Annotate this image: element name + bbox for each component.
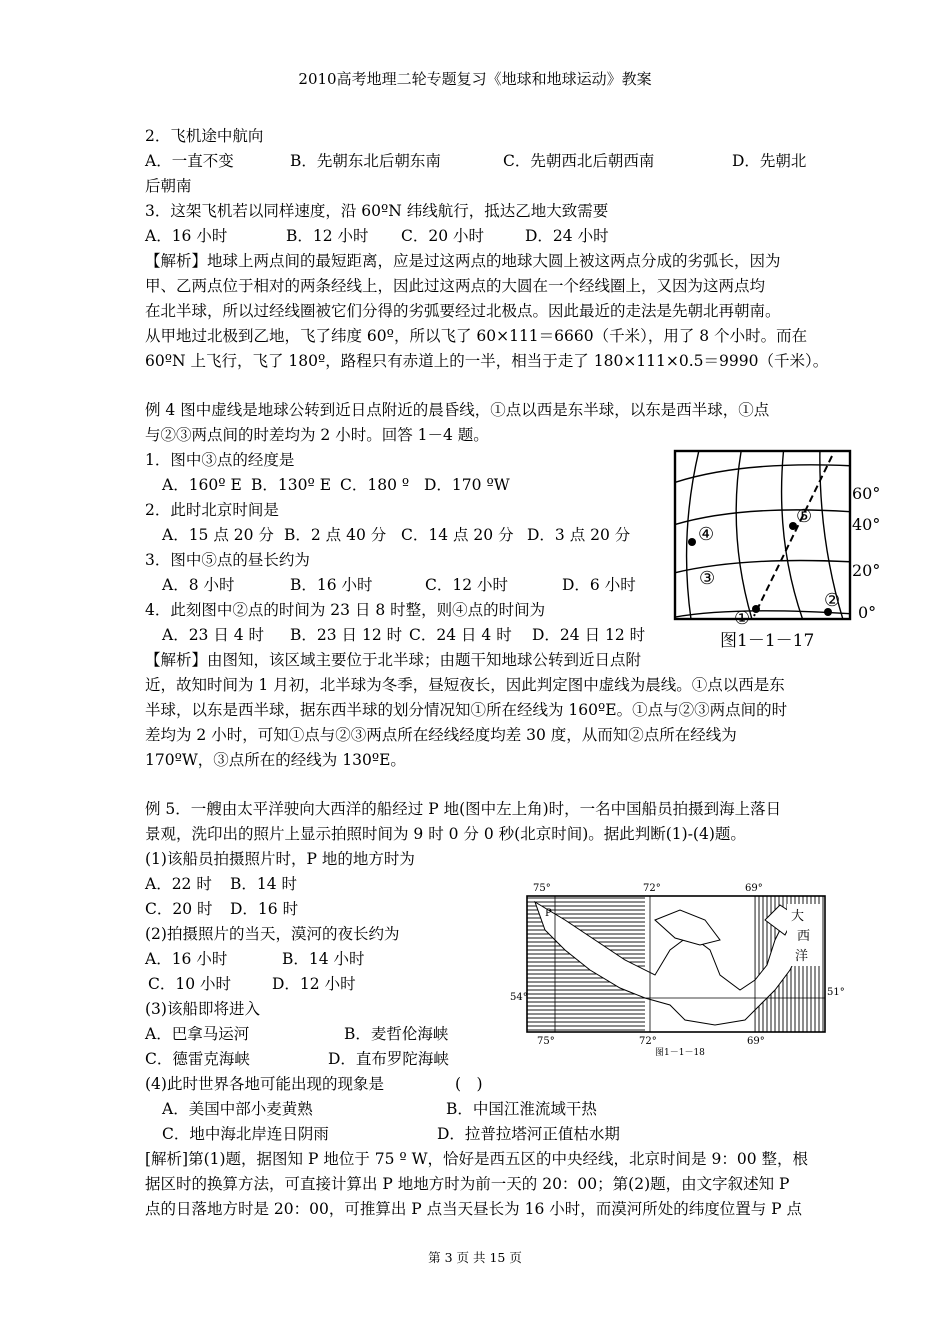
question-4-stem: 4．此刻图中②点的时间为 23 日 8 时整，则④点的时间为 [145, 601, 546, 619]
lat-label-60: 60° [852, 484, 881, 503]
point-3-label: ③ [699, 568, 716, 589]
figure-caption: 图1－1－17 [720, 631, 815, 651]
option-d: D．6 小时 [562, 576, 636, 594]
option-d: D．拉普拉塔河正值枯水期 [437, 1125, 620, 1143]
option-c: C．地中海北岸连日阴雨 [162, 1125, 329, 1143]
example-5-stem: 例 5．一艘由太平洋驶向大西洋的船经过 P 地(图中左上角)时，一名中国船员拍摄到海上落日 [145, 800, 782, 818]
figure-caption: 图1－1－18 [655, 1048, 705, 1058]
option-b: B．中国江淮流域干热 [446, 1100, 597, 1118]
option-b: B．14 时 [230, 875, 298, 893]
point-4-label: ④ [698, 524, 715, 545]
analysis-line: 从甲地过北极到乙地，飞了纬度 60º，所以飞了 60×111＝6660（千米），用了 8 个小时。而在 [145, 327, 808, 345]
lon-top-75: 75° [533, 883, 551, 894]
analysis-line: 点的日落地方时是 20：00，可推算出 P 点当天昼长为 16 小时，而漠河所处的纬度位置与 P 点 [145, 1200, 803, 1218]
option-d: D．12 小时 [272, 975, 356, 993]
option-a: A．巴拿马运河 [145, 1025, 250, 1043]
lon-top-72: 72° [643, 883, 661, 894]
figure-strait-map [505, 880, 850, 1058]
option-b: B．麦哲伦海峡 [344, 1025, 449, 1043]
lat-left-54: 54° [510, 992, 528, 1003]
option-c: C．德雷克海峡 [145, 1050, 250, 1068]
option-b: B．23 日 12 时 [290, 626, 403, 644]
option-a: A．22 时 [145, 875, 212, 893]
option-d: D．直布罗陀海峡 [328, 1050, 449, 1068]
point-1-label: ① [734, 608, 751, 629]
option-c: C．20 时 [145, 900, 213, 918]
lat-label-20: 20° [852, 561, 881, 580]
option-a: A．8 小时 [162, 576, 235, 594]
option-d: D．先朝北 [732, 152, 807, 170]
option-c: C．14 点 20 分 [401, 526, 514, 544]
option-c: C．20 小时 [401, 227, 485, 245]
option-a: A．16 小时 [145, 227, 228, 245]
analysis-line: 差均为 2 小时，可知①点与②③两点所在经线经度均差 30 度，从而知②点所在经线为 [145, 726, 737, 744]
figure-globe-grid [670, 446, 900, 656]
option-b: B．130º E [251, 476, 332, 494]
option-a: A．23 日 4 时 [162, 626, 265, 644]
point-5-label: ⑤ [796, 506, 813, 527]
page-footer: 第 3 页 共 15 页 [428, 1250, 522, 1265]
option-c: C．180 º [340, 476, 410, 494]
question-1-stem: 1．图中③点的经度是 [145, 451, 295, 469]
ocean-label: 大 [791, 909, 805, 924]
option-a: A．美国中部小麦黄熟 [162, 1100, 313, 1118]
option-d: D．24 日 12 时 [532, 626, 646, 644]
option-c: C．24 日 4 时 [409, 626, 512, 644]
question-3-stem: (3)该船即将进入 [145, 1000, 260, 1018]
option-c: C．12 小时 [425, 576, 509, 594]
question-3-stem: 3．这架飞机若以同样速度，沿 60ºN 纬线航行，抵达乙地大致需要 [145, 202, 609, 220]
lat-right-51: 51° [827, 987, 845, 998]
option-b: B．2 点 40 分 [284, 526, 387, 544]
analysis-line: 170ºW，③点所在的经线为 130ºE。 [145, 751, 406, 769]
lon-bottom-72: 72° [639, 1036, 657, 1047]
analysis-line: 在北半球，所以过经线圈被它们分得的劣弧要经过北极点。因此最近的走法是先朝北再朝南。 [145, 302, 781, 320]
option-d: D．16 时 [230, 900, 299, 918]
example-5-stem: 景观，洗印出的照片上显示拍照时间为 9 时 0 分 0 秒(北京时间)。据此判断(1)-(4)题。 [145, 825, 746, 843]
option-d-continued: 后朝南 [145, 177, 192, 195]
lat-label-40: 40° [852, 515, 881, 534]
analysis-line: 据区时的换算方法，可直接计算出 P 地地方时为前一天的 20：00；第(2)题，由文字叙述知 P [145, 1175, 790, 1193]
question-3-stem: 3．图中⑤点的昼长约为 [145, 551, 310, 569]
ocean-label: 洋 [795, 949, 809, 964]
analysis-line: 【解析】由图知，该区域主要位于北半球；由题干知地球公转到近日点附 [145, 651, 642, 669]
option-b: B．16 小时 [290, 576, 373, 594]
option-b: B．先朝东北后朝东南 [290, 152, 441, 170]
question-2-stem: 2．飞机途中航向 [145, 127, 264, 145]
option-b: B．14 小时 [282, 950, 365, 968]
lon-bottom-75: 75° [537, 1036, 555, 1047]
lon-top-69: 69° [745, 883, 763, 894]
analysis-line: 甲、乙两点位于相对的两条经线上，因此过这两点的大圆在一个经线圈上，又因为这两点均 [145, 277, 766, 295]
option-a: A．15 点 20 分 [162, 526, 274, 544]
answer-bracket: ( ) [455, 1075, 483, 1093]
question-4-stem: (4)此时世界各地可能出现的现象是 [145, 1075, 384, 1093]
question-2-stem: (2)拍摄照片的当天，漠河的夜长约为 [145, 925, 400, 943]
analysis-line: [解析]第(1)题，据图知 P 地位于 75 º W，恰好是西五区的中央经线，北京时间是 9：00 整，根 [145, 1150, 808, 1168]
option-a: A．一直不变 [145, 152, 234, 170]
option-b: B．12 小时 [286, 227, 369, 245]
analysis-line: 近，故知时间为 1 月初，北半球为冬季，昼短夜长，因此判定图中虚线为晨线。①点以西是东 [145, 676, 785, 694]
analysis-line: 60ºN 上飞行，飞了 180º，路程只有赤道上的一半，相当于走了 180×111×0.5＝9990（千米）。 [145, 352, 829, 370]
analysis-line: 【解析】地球上两点间的最短距离，应是过这两点的地球大圆上被这两点分成的劣弧长，因为 [145, 252, 781, 270]
option-d: D．3 点 20 分 [527, 526, 631, 544]
option-d: D．170 ºW [424, 476, 510, 494]
option-c: C．10 小时 [148, 975, 232, 993]
lon-bottom-69: 69° [747, 1036, 765, 1047]
question-2-stem: 2．此时北京时间是 [145, 501, 279, 519]
option-a: A．160º E [162, 476, 242, 494]
option-d: D．24 小时 [525, 227, 609, 245]
example-4-stem: 例 4 图中虚线是地球公转到近日点附近的晨昏线，①点以西是东半球，以东是西半球，①点 [145, 401, 770, 419]
option-c: C．先朝西北后朝西南 [503, 152, 655, 170]
analysis-line: 半球，以东是西半球，据东西半球的划分情况知①所在经线为 160ºE。①点与②③两点间的时 [145, 701, 788, 719]
page-header: 2010高考地理二轮专题复习《地球和地球运动》教案 [298, 70, 652, 88]
ocean-label: 西 [797, 929, 811, 944]
option-a: A．16 小时 [145, 950, 228, 968]
question-1-stem: (1)该船员拍摄照片时，P 地的地方时为 [145, 850, 415, 868]
point-p-label: P [545, 908, 552, 919]
example-4-stem: 与②③两点间的时差均为 2 小时。回答 1－4 题。 [145, 426, 489, 444]
point-2-label: ② [824, 590, 841, 611]
lat-label-0: 0° [858, 603, 877, 622]
